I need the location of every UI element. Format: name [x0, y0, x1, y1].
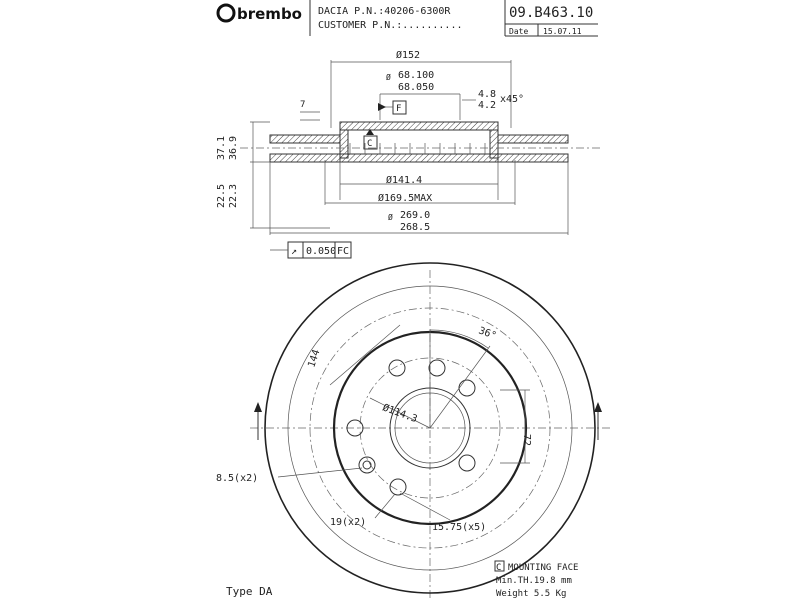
- brembo-logo-icon: [218, 5, 234, 21]
- dim-disc-diameter-min: 268.5: [400, 222, 431, 233]
- bolt-hole: [389, 360, 405, 376]
- dim-bore-max: 68.100: [398, 70, 435, 81]
- dia-symbol-disc: Ø: [388, 213, 393, 222]
- dim-height-min: 36.9: [228, 135, 239, 160]
- dim-thickness-min: 22.3: [228, 183, 239, 208]
- small-hole: [359, 457, 375, 473]
- date-label: Date: [509, 27, 529, 36]
- dim-height-max: 37.1: [216, 135, 227, 160]
- brand-name: brembo: [237, 5, 302, 23]
- dim-chamfer-max: 4.8: [478, 89, 497, 100]
- bolt-hole: [459, 380, 475, 396]
- date-value: 15.07.11: [543, 27, 582, 36]
- dim-pcd: Ø114.3: [380, 402, 419, 426]
- mounting-face-label: MOUNTING FACE: [508, 563, 579, 573]
- runout-tolerance-frame: [270, 242, 351, 258]
- oem-part-number: DACIA P.N.:40206-6300R: [318, 6, 451, 17]
- dim-angle: 36°: [476, 325, 498, 342]
- bolt-hole: [429, 360, 445, 376]
- dim-chamfer-angle: x45°: [500, 94, 525, 105]
- min-thickness: Min.TH.19.8 mm: [496, 576, 572, 586]
- dia-symbol: Ø: [386, 73, 391, 82]
- runout-reference: FC: [337, 246, 350, 257]
- dim-inner-diameter: Ø141.4: [386, 175, 423, 186]
- part-number: 09.B463.10: [509, 5, 594, 21]
- datum-f: F: [396, 104, 402, 114]
- dim-hat-depth: 7: [300, 100, 306, 110]
- mounting-face-code: C: [496, 563, 502, 573]
- label-pilot-holes: 19(x2): [330, 517, 367, 528]
- dim-outer-diameter-max: Ø169.5MAX: [378, 193, 433, 204]
- type-label: Type DA: [226, 585, 273, 598]
- label-bolt-holes: 15.75(x5): [432, 522, 487, 533]
- dim-disc-diameter-max: 269.0: [400, 210, 431, 221]
- section-view: [216, 49, 600, 258]
- dim-offset: 72: [521, 434, 532, 447]
- brembo-logo: [218, 5, 302, 23]
- bolt-hole: [459, 455, 475, 471]
- weight: Weight 5.5 Kg: [496, 589, 567, 599]
- runout-value: 0.050: [306, 246, 337, 257]
- dim-thickness-max: 22.5: [216, 183, 227, 208]
- label-small-holes: 8.5(x2): [216, 473, 259, 484]
- dim-hat-diameter: Ø152: [396, 50, 421, 61]
- runout-icon: ↗: [291, 246, 298, 257]
- dim-chamfer-min: 4.2: [478, 100, 497, 111]
- front-view: [216, 263, 610, 600]
- customer-part-number: CUSTOMER P.N.:..........: [318, 20, 463, 31]
- dim-pcd-144: 144: [306, 348, 323, 369]
- datum-c: C: [367, 139, 373, 149]
- dim-bore-min: 68.050: [398, 82, 435, 93]
- small-hole-inner: [363, 461, 371, 469]
